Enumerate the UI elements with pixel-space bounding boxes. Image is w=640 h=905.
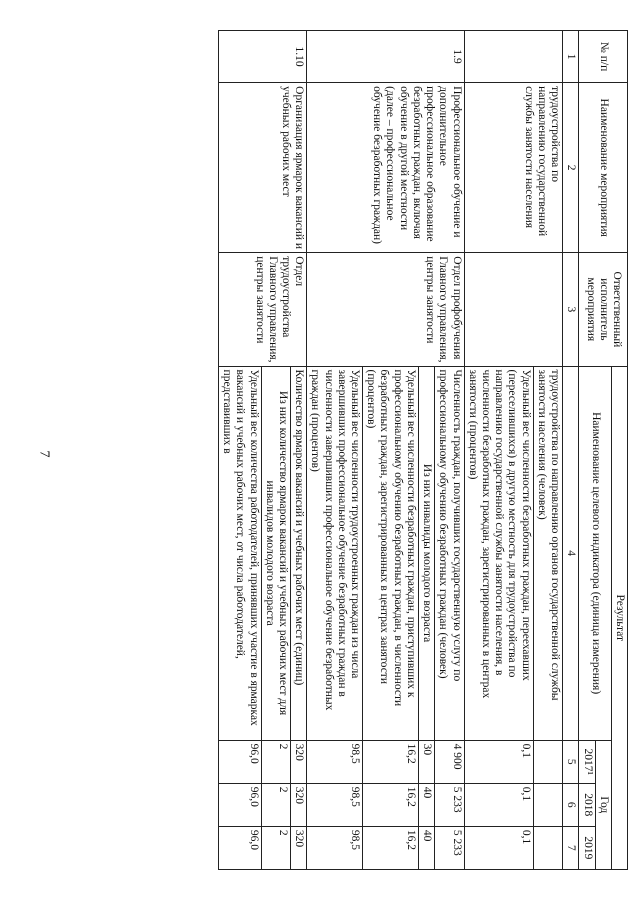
indicator-name: Из них инвалиды молодого возраста — [418, 366, 434, 740]
value-2018 — [533, 783, 562, 826]
header-indicator: Наименование целевого индикатора (единица измерения) — [579, 366, 611, 740]
indicator-name: Из них количество ярмарок вакансий и учебных рабочих мест для инвалидов молодого возраста — [261, 366, 290, 740]
value-2019: 96,0 — [218, 826, 261, 869]
col-number: 3 — [563, 253, 579, 366]
col-number: 6 — [563, 783, 579, 826]
table-container — [128, 30, 628, 870]
indicator-name: Удельный вес численности трудоустроенных граждан из числа завершивших профессиональное обучение безработных граждан в численности завершивших профессиональное обучение безработных граждан (процентов) — [307, 366, 363, 740]
value-2017 — [533, 740, 562, 783]
value-2017: 2 — [261, 740, 290, 783]
responsible-name: Отдел трудоустройства Главного управления, центры занятости — [218, 253, 306, 366]
value-2018: 2 — [261, 783, 290, 826]
value-2018: 0,1 — [464, 783, 533, 826]
row-number — [464, 31, 563, 83]
col-number: 7 — [563, 826, 579, 869]
header-2018: 2018 — [579, 783, 595, 826]
value-2019: 5 233 — [435, 826, 464, 869]
value-2018: 5 233 — [435, 783, 464, 826]
indicator-name: Численность граждан, получивших государственную услугу по профессиональному обучению безработных граждан (человек) — [435, 366, 464, 740]
header-year: Год — [595, 740, 611, 869]
header-result: Результат — [611, 366, 627, 869]
value-2019: 2 — [261, 826, 290, 869]
value-2018: 96,0 — [218, 783, 261, 826]
table-row — [290, 31, 306, 870]
responsible-name: Отдел профобучения Главного управления, центры занятости — [307, 253, 464, 366]
value-2018: 98,5 — [307, 783, 363, 826]
header-responsible: Ответственный исполнитель мероприятия — [579, 253, 628, 366]
measure-name: Профессиональное обучение и дополнительное профессиональное образование безработных граждан, включая обучение в другой местности (далее – профессиональное обучение безработных граждан) — [307, 83, 464, 253]
value-2017: 30 — [418, 740, 434, 783]
value-2018: 16,2 — [363, 783, 419, 826]
col-number: 1 — [563, 31, 579, 83]
value-2017: 96,0 — [218, 740, 261, 783]
page-number: 7 — [36, 450, 52, 458]
value-2019 — [533, 826, 562, 869]
col-number: 2 — [563, 83, 579, 253]
value-2017: 16,2 — [363, 740, 419, 783]
indicator-name: трудоустройства по направлению органов государственной службы занятости населения (человек) — [533, 366, 562, 740]
row-number: 1.10 — [218, 31, 306, 83]
responsible-name — [464, 253, 563, 366]
row-number: 1.9 — [307, 31, 464, 83]
col-number: 4 — [563, 366, 579, 740]
table-row — [435, 31, 464, 870]
value-2017: 320 — [290, 740, 306, 783]
measure-name: Организация ярмарок вакансий и учебных рабочих мест — [218, 83, 306, 253]
header-measure: Наименование мероприятия — [579, 83, 628, 253]
value-2017: 98,5 — [307, 740, 363, 783]
value-2019: 0,1 — [464, 826, 533, 869]
results-table — [218, 30, 628, 870]
value-2017: 0,1 — [464, 740, 533, 783]
header-2019: 2019 — [579, 826, 595, 869]
value-2019: 98,5 — [307, 826, 363, 869]
value-2018: 40 — [418, 783, 434, 826]
value-2019: 16,2 — [363, 826, 419, 869]
value-2018: 320 — [290, 783, 306, 826]
indicator-name: Удельный вес численности безработных граждан, переехавших (переселившихся) в другую местность для трудоустройства по направлению государственной службы занятости населения, в численности безработных граждан, зарегистрированных в центрах занятости (процентов) — [464, 366, 533, 740]
indicator-name: Удельный вес численности безработных граждан, приступивших к профессиональному обучению безработных граждан, в численности безработных граждан, зарегистрированных в центрах занятости (процентов) — [363, 366, 419, 740]
header-2017: 2017¹ — [579, 740, 595, 783]
value-2017: 4 900 — [435, 740, 464, 783]
indicator-name: Удельный вес количества работодателей, принявших участие в ярмарках вакансий и учебных рабочих мест, от числа работодателей, представивших в — [218, 366, 261, 740]
header-no: № п/п — [579, 31, 628, 83]
table-row — [533, 31, 562, 870]
value-2019: 320 — [290, 826, 306, 869]
value-2019: 40 — [418, 826, 434, 869]
indicator-name: Количество ярмарок вакансий и учебных рабочих мест (единиц) — [290, 366, 306, 740]
measure-name: трудоустройства по направлению государственной службы занятости населения — [464, 83, 563, 253]
col-number: 5 — [563, 740, 579, 783]
